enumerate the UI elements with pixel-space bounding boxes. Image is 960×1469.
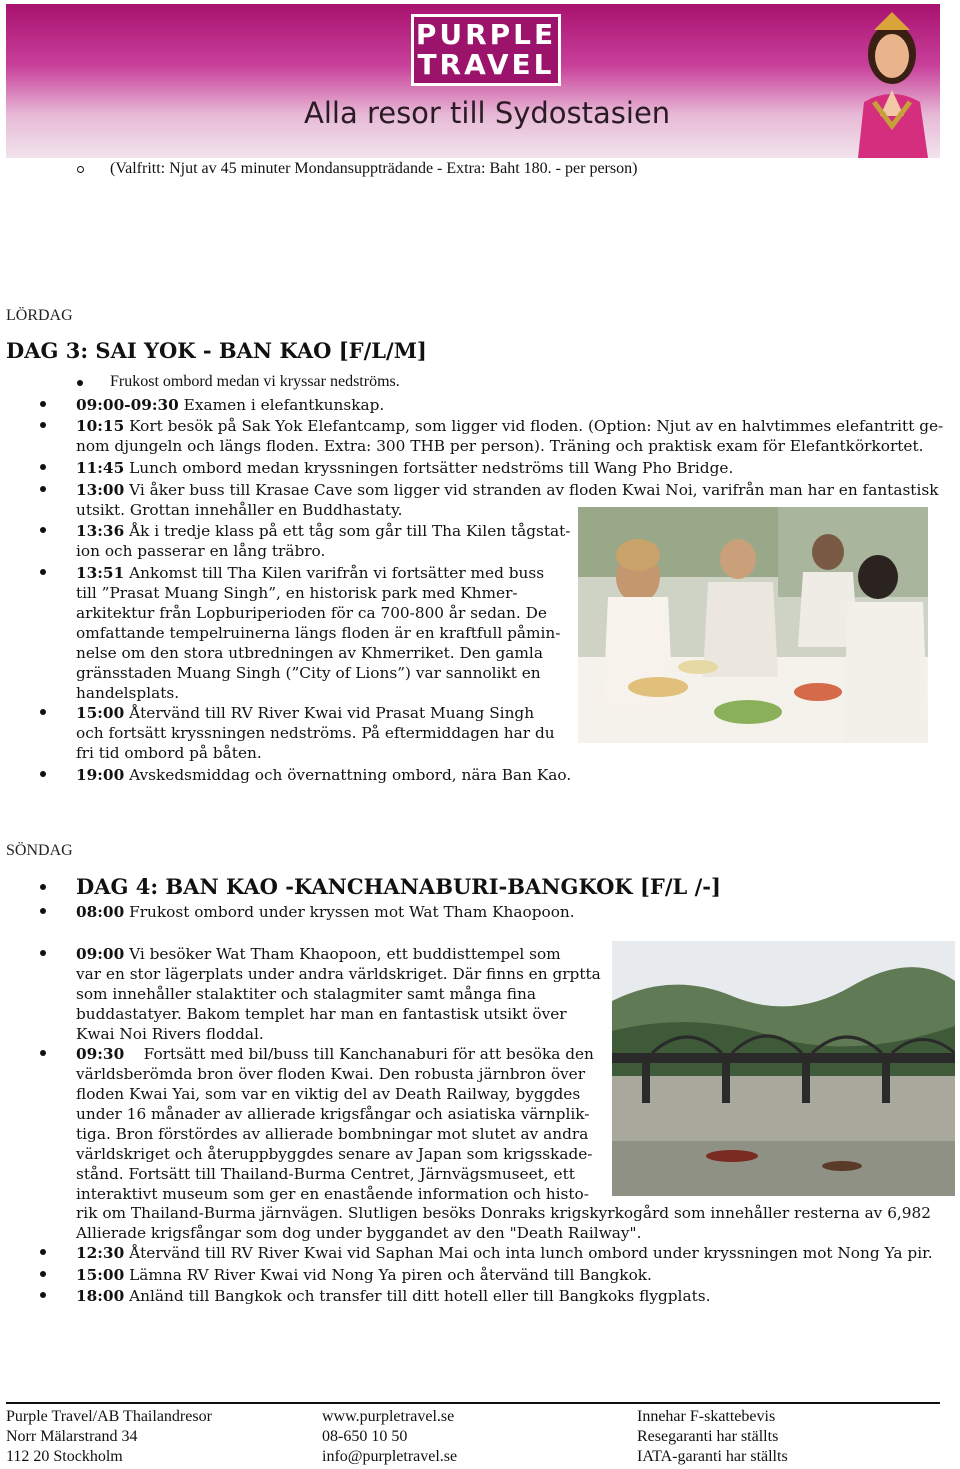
day3-title: DAG 3: SAI YOK - BAN KAO [F/L/M] <box>6 338 427 363</box>
bullet-icon <box>40 709 46 715</box>
time-label: 09:00-09:30 <box>76 396 179 414</box>
weekday-saturday: LÖRDAG <box>6 307 73 324</box>
day3-item-return-l3: fri tid ombord på båten. <box>76 744 262 762</box>
day3-item-tha-kilen-l7: handelsplats. <box>76 684 180 702</box>
bullet-icon <box>40 908 46 914</box>
logo-bottom-text: TRAVEL <box>417 48 555 81</box>
bullet-icon <box>40 422 46 428</box>
bullet-icon <box>77 380 83 386</box>
item-text: Frukost ombord under kryssen mot Wat Tham Khaopoon. <box>124 903 575 921</box>
day3-item-return-l2: och fortsätt kryssningen nedströms. På eftermiddagen har du <box>76 724 555 742</box>
item-text: Återvänd till RV River Kwai vid Prasat Muang Singh <box>124 704 535 722</box>
day4-item-bridge-l2: världsberömda bron över floden Kwai. Den robusta järnbron över <box>76 1065 586 1083</box>
day3-item-train-cont: ion och passerar en lång träbro. <box>76 542 326 560</box>
day4-item-return-lunch <box>76 1243 933 1263</box>
day4-item-arrive <box>76 1286 710 1306</box>
sub-bullet-icon <box>77 166 84 173</box>
time-label: 10:15 <box>76 417 125 435</box>
banner-tagline: Alla resor till Sydostasien <box>304 96 671 130</box>
day3-item-train <box>76 521 570 541</box>
day3-item-tha-kilen-l4: omfattande tempelruinerna längs floden är en kraftfull påmin- <box>76 624 561 642</box>
bullet-icon <box>40 1292 46 1298</box>
time-label: 13:51 <box>76 564 125 582</box>
tax-certificate: Innehar F-skattebevis <box>637 1408 776 1425</box>
item-text: Återvänd till RV River Kwai vid Saphan Mai och inta lunch ombord under kryssningen mot Nong Ya pir. <box>124 1244 933 1262</box>
purple-travel-logo <box>411 14 561 86</box>
day3-item-dinner <box>76 765 571 785</box>
day3-item-krasae-cave-cont: utsikt. Grottan innehåller en Buddhastaty. <box>76 501 403 519</box>
item-text: Lämna RV River Kwai vid Nong Ya piren och återvänd till Bangkok. <box>124 1266 652 1284</box>
day4-item-bridge-l9: rik om Thailand-Burma järnvägen. Slutligen besöks Donraks krigskyrkogård som innehåller resterna av 6,982 <box>76 1204 931 1222</box>
time-label: 19:00 <box>76 766 125 784</box>
day4-item-bridge-l5: tiga. Bron förstördes av allierade bombningar mot slutet av andra <box>76 1125 589 1143</box>
day4-item-bridge-l6: världskriget och återuppbyggdes senare av Japan som krigsskade- <box>76 1145 593 1163</box>
bullet-icon <box>40 527 46 533</box>
item-text: Fortsätt med bil/buss till Kanchanaburi för att besöka den <box>124 1045 594 1063</box>
day3-item-exam <box>76 395 384 415</box>
bullet-icon <box>40 950 46 956</box>
bullet-icon <box>40 884 46 890</box>
item-text: Vi åker buss till Krasae Cave som ligger vid stranden av floden Kwai Noi, varifrån man har en fantastisk <box>124 481 939 499</box>
item-text: Lunch ombord medan kryssningen fortsätter nedströms till Wang Pho Bridge. <box>124 459 734 477</box>
day4-item-temple-l4: buddastatyer. Bakom templet har man en fantastisk utsikt över <box>76 1005 567 1023</box>
footer-guarantees <box>637 1407 788 1467</box>
day4-item-bridge-l3: floden Kwai Yai, som var en viktig del av Death Railway, byggdes <box>76 1085 581 1103</box>
bullet-icon <box>40 464 46 470</box>
company-city: 112 20 Stockholm <box>6 1448 123 1465</box>
item-text: Avskedsmiddag och övernattning ombord, nära Ban Kao. <box>124 766 572 784</box>
time-label: 09:00 <box>76 945 125 963</box>
bullet-icon <box>40 401 46 407</box>
day3-item-tha-kilen-l3: arkitektur från Lopburiperioden för ca 700-800 år sedan. De <box>76 604 547 622</box>
travel-guarantee: Resegaranti har ställts <box>637 1428 779 1445</box>
optional-extra-note: (Valfritt: Njut av 45 minuter Mondansuppträdande - Extra: Baht 180. - per person) <box>110 160 638 177</box>
day4-item-bridge-l4: under 16 månader av allierade krigsfångar och asiatiska värnplik- <box>76 1105 590 1123</box>
time-label: 15:00 <box>76 704 125 722</box>
item-text: Examen i elefantkunskap. <box>178 396 385 414</box>
time-label: 09:30 <box>76 1045 125 1063</box>
phone-number: 08-650 10 50 <box>322 1428 408 1445</box>
day3-item-tha-kilen-l5: nelse om den stora utbredningen av Khmerriket. Den gamla <box>76 644 543 662</box>
time-label: 11:45 <box>76 459 125 477</box>
time-label: 18:00 <box>76 1287 125 1305</box>
day4-item-temple-l3: som innehåller stalaktiter och stalagmiter samt många fina <box>76 985 536 1003</box>
day4-item-bridge-l10: Allierade krigsfångar som dog under byggandet av den "Death Railway". <box>76 1224 642 1242</box>
day3-item-tha-kilen <box>76 563 544 583</box>
day4-title: DAG 4: BAN KAO -KANCHANABURI-BANGKOK [F/L /-] <box>76 874 721 899</box>
day4-item-temple <box>76 944 561 964</box>
header-banner <box>6 4 940 158</box>
day3-item-krasae-cave <box>76 480 938 500</box>
website-link[interactable]: www.purpletravel.se <box>322 1408 455 1425</box>
weekday-sunday: SÖNDAG <box>6 842 73 859</box>
bullet-icon <box>40 1249 46 1255</box>
company-name: Purple Travel/AB Thailandresor <box>6 1408 212 1425</box>
bullet-icon <box>40 1271 46 1277</box>
time-label: 12:30 <box>76 1244 125 1262</box>
day3-item-tha-kilen-l6: gränsstaden Muang Singh (”City of Lions”) var sannolikt en <box>76 664 541 682</box>
day4-item-temple-l5: Kwai Noi Rivers floddal. <box>76 1025 264 1043</box>
hostess-illustration <box>844 6 934 158</box>
item-text: Anländ till Bangkok och transfer till ditt hotell eller till Bangkoks flygplats. <box>124 1287 711 1305</box>
bullet-icon <box>40 771 46 777</box>
day3-item-lunch <box>76 458 733 478</box>
iata-guarantee: IATA-garanti har ställts <box>637 1448 788 1465</box>
day4-item-bridge <box>76 1044 594 1064</box>
bullet-icon <box>40 569 46 575</box>
day3-item-elephant-camp <box>76 416 943 436</box>
item-text: Ankomst till Tha Kilen varifrån vi fortsätter med buss <box>124 564 545 582</box>
river-kwai-bridge-photo <box>612 941 955 1196</box>
bullet-icon <box>40 1050 46 1056</box>
day4-item-temple-l2: var en stor lägerplats under andra världskriget. Där finns en grptta <box>76 965 601 983</box>
day4-item-bridge-l8: interaktivt museum som ger en enastående information och histo- <box>76 1185 589 1203</box>
logo-top-text: PURPLE <box>415 18 557 51</box>
day3-item-elephant-camp-cont: nom djungeln och längs floden. Extra: 300 THB per person). Träning och praktisk exam för Elefantkörkortet. <box>76 437 924 455</box>
day3-item-breakfast: Frukost ombord medan vi kryssar nedströms. <box>110 373 400 390</box>
footer-divider <box>6 1402 940 1404</box>
day4-item-leave <box>76 1265 652 1285</box>
footer-company <box>6 1407 212 1467</box>
day4-item-bridge-l7: stånd. Fortsätt till Thailand-Burma Centret, Järnvägsmuseet, ett <box>76 1165 575 1183</box>
company-street: Norr Mälarstrand 34 <box>6 1428 138 1445</box>
day4-item-breakfast <box>76 902 575 922</box>
cooking-class-photo <box>578 507 928 743</box>
email-link[interactable]: info@purpletravel.se <box>322 1448 458 1465</box>
item-text: Åk i tredje klass på ett tåg som går till Tha Kilen tågstat- <box>124 522 571 540</box>
time-label: 13:36 <box>76 522 125 540</box>
item-text: Vi besöker Wat Tham Khaopoon, ett buddisttempel som <box>124 945 561 963</box>
footer-contact <box>322 1407 457 1467</box>
time-label: 15:00 <box>76 1266 125 1284</box>
day3-item-return <box>76 703 534 723</box>
item-text: Kort besök på Sak Yok Elefantcamp, som ligger vid floden. (Option: Njut av en halvtimmes elefantritt ge- <box>124 417 944 435</box>
time-label: 13:00 <box>76 481 125 499</box>
day3-item-tha-kilen-l2: till ”Prasat Muang Singh”, en historisk park med Khmer- <box>76 584 518 602</box>
bullet-icon <box>40 486 46 492</box>
time-label: 08:00 <box>76 903 125 921</box>
